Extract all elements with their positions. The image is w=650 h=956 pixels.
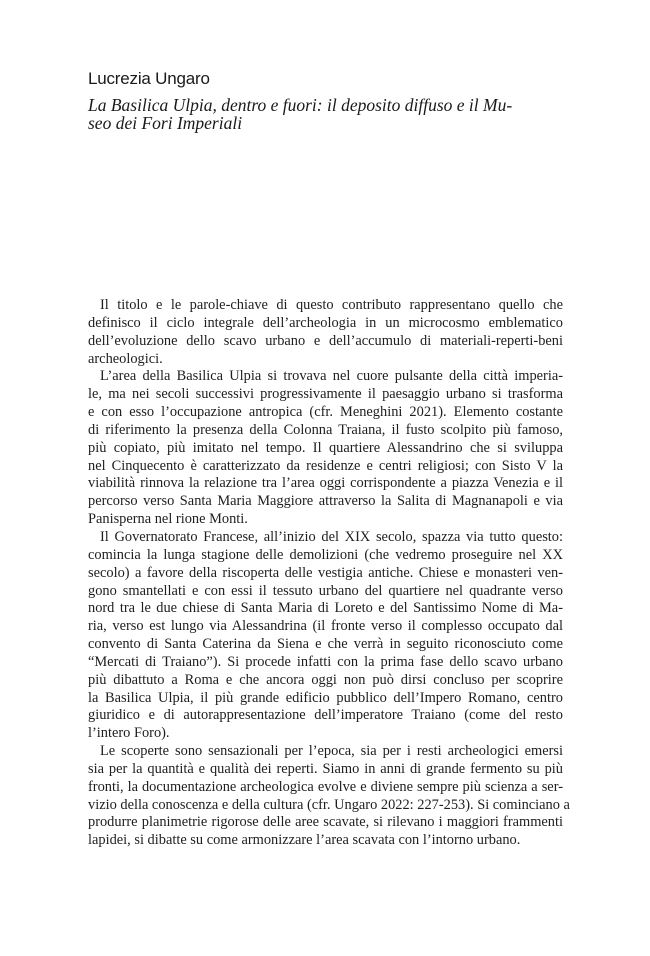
text-line: comincia la lunga stagione delle demolizioni (che vedremo proseguire nel XX bbox=[88, 546, 563, 563]
text-line: e con esso l’occupazione antropica (cfr. Meneghini 2021). Elemento costante bbox=[88, 404, 563, 421]
text-line: archeologici. bbox=[88, 350, 163, 367]
chapter-header bbox=[88, 68, 564, 133]
text-line: Il titolo e le parole-chiave di questo contributo rappresentano quello che bbox=[100, 297, 563, 313]
text-line: sia per la quantità e qualità dei reperti. Siamo in anni di grande fermento su più bbox=[88, 760, 563, 777]
chapter-title-line: La Basilica Ulpia, dentro e fuori: il deposito diffuso e il Mu- bbox=[88, 95, 513, 115]
text-line: la Basilica Ulpia, il più grande edificio pubblico dell’Impero Romano, centro bbox=[88, 689, 563, 706]
chapter-title bbox=[88, 92, 564, 133]
text-line: gono smantellati e con essi il tessuto urbano del quartiere nel quadrante verso bbox=[88, 582, 563, 599]
text-line: L’area della Basilica Ulpia si trovava nel cuore pulsante della città imperia- bbox=[100, 368, 563, 385]
text-line: giuridico e di autorappresentazione dell’imperatore Traiano (come del resto bbox=[88, 707, 563, 724]
text-line: viabilità rinnova la relazione tra l’area oggi corrispondente a piazza Venezia e il bbox=[88, 475, 563, 492]
text-line: più copiato, più imitato nel tempo. Il quartiere Alessandrino che si sviluppa bbox=[88, 439, 563, 456]
text-line: vizio della conoscenza e della cultura (cfr. Ungaro 2022: 227-253). Si cominciano a bbox=[88, 796, 570, 813]
text-line: secolo) a favore della riscoperta delle vestigia antiche. Chiese e monasteri ven- bbox=[88, 564, 563, 581]
text-line: Il Governatorato Francese, all’inizio del XIX secolo, spazza via tutto questo: bbox=[100, 528, 563, 545]
chapter-title-line: seo dei Fori Imperiali bbox=[88, 112, 243, 133]
text-line: convento di Santa Caterina da Siena e che verrà in seguito riconosciuto come bbox=[88, 636, 563, 653]
text-line: percorso verso Santa Maria Maggiore attraverso la Salita di Magnanapoli e via bbox=[88, 493, 563, 510]
text-line: lapidei, si dibatte su come armonizzare l’area scavata con l’intorno urbano. bbox=[88, 832, 521, 849]
text-line: nel Cinquecento è caratterizzato da residenze e centri religiosi; con Sisto V la bbox=[88, 457, 563, 474]
text-line: l’intero Foro). bbox=[88, 725, 170, 742]
text-line: produrre planimetrie rigorose delle aree scavate, si rilevano i maggiori frammenti bbox=[88, 814, 563, 831]
text-line: ria, verso est lungo via Alessandrina (il fronte verso il complesso occupato dal bbox=[88, 618, 563, 635]
text-line: nord tra le due chiese di Santa Maria di Loreto e del Santissimo Nome di Ma- bbox=[88, 600, 563, 617]
text-line: Le scoperte sono sensazionali per l’epoca, sia per i resti archeologici emersi bbox=[100, 743, 563, 760]
text-line: definisco il ciclo integrale dell’archeologia in un microcosmo emblematico bbox=[88, 314, 563, 331]
text-line: di riferimento la presenza della Colonna Traiana, il fusto scolpito più famoso, bbox=[88, 421, 563, 438]
text-line: più dibattuto a Roma e che ancora oggi non può dirsi concluso per scoprire bbox=[88, 671, 563, 688]
body-text bbox=[88, 297, 570, 850]
text-line: “Mercati di Traiano”). Si procede infatti con la prima fase dello scavo urbano bbox=[88, 653, 563, 670]
author-name: Lucrezia Ungaro bbox=[88, 69, 210, 88]
text-line: Panisperna nel rione Monti. bbox=[88, 511, 248, 528]
text-line: le, ma nei secoli successivi progressivamente il paesaggio urbano si trasforma bbox=[88, 386, 563, 403]
text-line: dell’evoluzione dello scavo urbano e dell’accumulo di materiali-reperti-beni bbox=[88, 332, 563, 349]
text-line: fronti, la documentazione archeologica evolve e diviene sempre più scienza a ser- bbox=[88, 778, 563, 795]
